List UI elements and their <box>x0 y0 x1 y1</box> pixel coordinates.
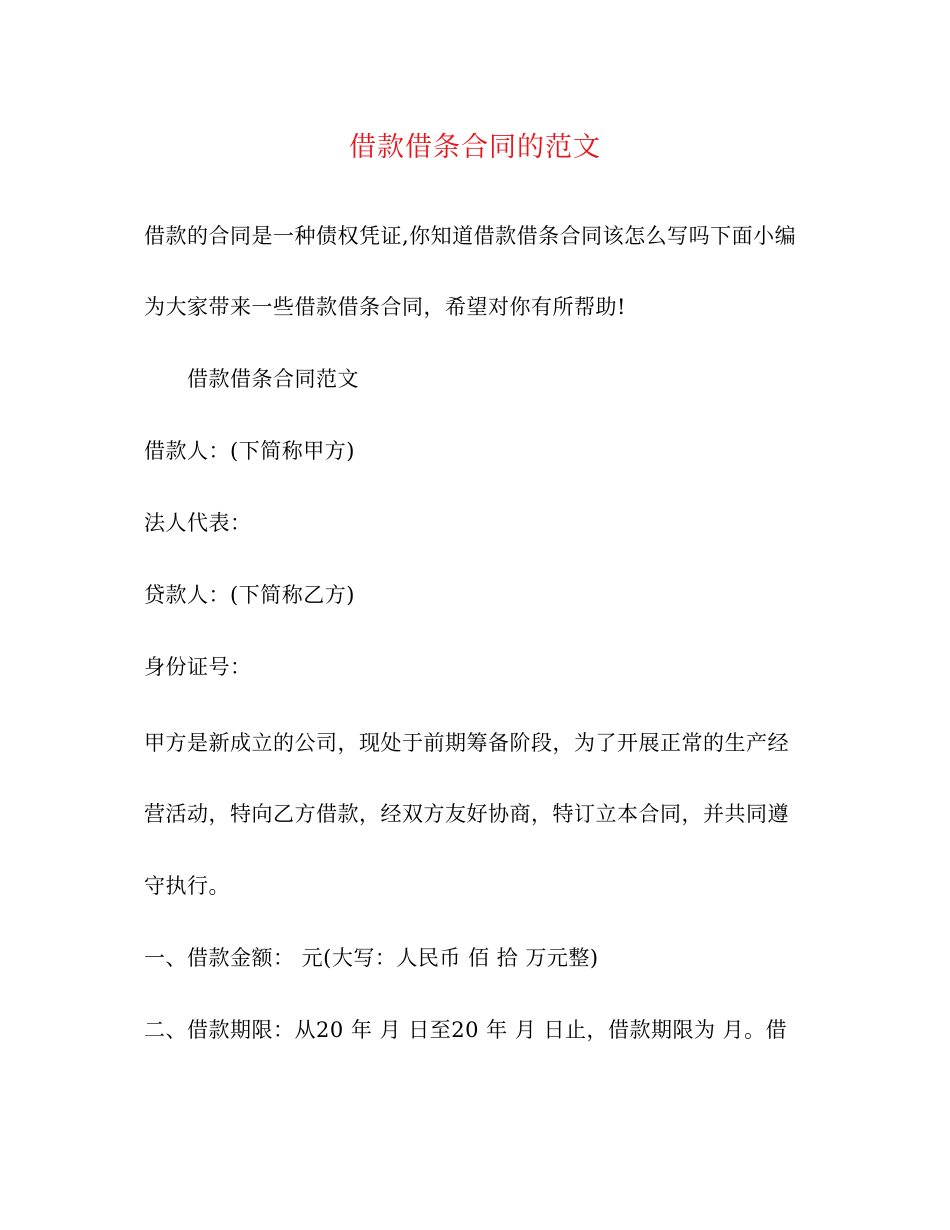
borrower-field: 借款人：(下简称甲方) <box>144 439 355 463</box>
id-number-field: 身份证号： <box>144 655 252 679</box>
paragraph-line: 为大家带来一些借款借条合同，希望对你有所帮助! <box>144 295 626 319</box>
lender-field: 贷款人：(下简称乙方) <box>144 583 355 607</box>
section-heading: 借款借条合同范文 <box>187 367 359 391</box>
legal-representative-field: 法人代表： <box>144 511 252 535</box>
paragraph-line: 甲方是新成立的公司，现处于前期筹备阶段，为了开展正常的生产经 <box>144 731 789 755</box>
clause-loan-term: 二、借款期限：从20 年 月 日至20 年 月 日止，借款期限为 月。借 <box>144 1018 788 1042</box>
paragraph-line: 借款的合同是一种债权凭证,你知道借款借条合同该怎么写吗下面小编 <box>144 224 797 248</box>
document-title: 借款借条合同的范文 <box>349 132 601 163</box>
clause-loan-amount: 一、借款金额： 元(大写：人民币 佰 拾 万元整) <box>144 946 599 970</box>
paragraph-line: 守执行。 <box>144 874 230 898</box>
paragraph-line: 营活动，特向乙方借款，经双方友好协商，特订立本合同，并共同遵 <box>144 802 789 826</box>
